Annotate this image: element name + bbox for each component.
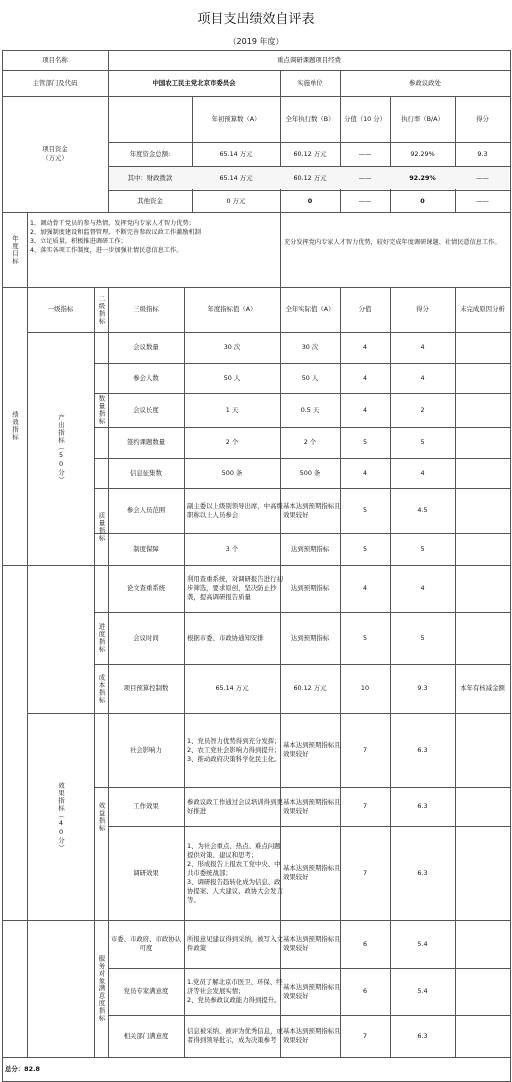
indicator-points: 5 [420,438,425,446]
indicator-name: 项目预算控制数 [123,684,169,692]
indicator-reason [455,826,510,920]
indicator-reason: 本年有核减金额 [460,684,505,692]
indicator-score: 5 [362,544,368,553]
indicator-actual: 达到预期指标 [290,633,330,642]
indicator-actual: 50 人 [301,373,319,382]
project-name: 重点调研课题项目经费 [277,55,341,64]
indicator-target: 副主委以上级别领导出席，中高级职称以上人员参会 [187,501,283,519]
indicator-name: 市委、市政府、市政协认可度 [110,935,182,952]
page-title: 项目支出绩效自评表 [197,12,315,27]
progress-label: 进度指标 [97,623,106,653]
indicator-target: 65.14 万元 [215,684,249,692]
indicator-score: 7 [362,1031,368,1040]
project-name-label: 项目名称 [42,55,68,64]
indicator-score: 5 [362,438,368,446]
indicator-reason [455,920,510,968]
indicator-actual: 达到预期指标 [290,544,330,553]
indicator-reason [455,363,510,393]
fund-row-a: 0 万元 [226,196,246,205]
fund-row-score: —— [358,196,372,205]
indicator-points: 4 [420,343,425,351]
indicator-score: 7 [362,745,368,754]
fund-row-points: —— [476,173,489,182]
indicator-target: 1、为社会重点、热点、难点问题提供对策、建议和思考； 2、形成报告上报农工党中央、中共市委统战部； 3、调研报告趋转化成为信息、政协提案、人大建议、政协大会发言等。 [187,841,283,904]
indicator-target: 根据市委、市政协通知安排 [187,633,264,642]
effect-label: 效果指标（40分） [57,781,65,852]
fund-row-points: 9.3 [477,149,488,158]
indicator-target: 2 个 [225,438,239,446]
indicator-reason [455,1015,510,1057]
indicator-actual: 基本达到预期指标且效果较好 [283,741,341,758]
indicator-target: 所报意见建议得到采纳，被写入文件政策 [187,935,283,952]
indicator-reason [455,488,510,533]
dept-name: 中国农工民主党北京市委员会 [152,78,236,87]
indicator-actual: 达到预期指标 [290,584,330,592]
indicator-points: 5.4 [417,987,428,995]
indicator-name: 制度保障 [133,544,159,553]
indicator-reason [455,427,510,458]
indicator-actual: 基本达到预期指标且效果较好 [283,501,341,519]
indicator-points: 6.3 [417,1031,428,1040]
indicator-score: 10 [360,684,370,692]
score-header: 分值（10 分） [343,114,387,123]
indicator-name: 信息征集数 [130,468,162,477]
rule [280,212,281,287]
fund-row-points: —— [476,196,489,205]
indicator-target: 1.党员了解北京市医卫、环保、经济等社会发展实情； 2、党员参政议政能力得到提升。 [187,978,283,1004]
indicator-score: 6 [362,939,368,948]
indicator-reason [455,612,510,664]
fund-row-b: 60.12 万元 [293,173,327,182]
indicator-score: 4 [362,584,368,592]
impl-label: 实施单位 [297,78,323,87]
indicator-points: 4 [420,584,425,592]
budget-header: 年初预算数（A） [211,114,261,123]
indicator-points: 5 [420,544,425,553]
indicator-name: 调研效果 [133,868,159,877]
col-score: 分值 [358,305,372,313]
fund-row-label: 其中：财政拨款 [127,173,173,182]
indicators-label: 绩效指标 [11,411,19,441]
indicator-score: 7 [362,802,368,810]
col-level1: 一级指标 [47,305,74,313]
indicator-points: 6.3 [417,868,428,877]
indicator-reason [455,458,510,488]
indicator-name: 工作效果 [133,802,159,810]
indicator-target: 30 次 [223,343,241,351]
indicator-reason [455,533,510,565]
benefit-label: 效益指标 [97,801,106,832]
indicator-points: 4 [420,468,425,477]
output-label: 产出指标（50分） [57,413,65,484]
indicator-name: 相关部门满意度 [123,1031,169,1040]
exec-header: 全年执行数（B） [285,114,335,123]
fund-row-rate: 0 [420,196,425,205]
fund-row-rate: 92.29% [409,173,436,182]
fund-row-rate: 92.29% [410,149,435,158]
indicator-target: 参政议政工作通过会议培训得到更好推进 [187,797,283,815]
rate-header: 执行率（B/A） [401,114,444,123]
indicator-name: 会议时间 [133,633,159,642]
goals-planned: 1、调动骨干党员的参与热情，发挥党内专家人才智力优势； 2、加强制度建设和监督管理，不断完善参政议政工作激励机制 3、立足质量，积极推进调研工作； 4、落实各项工作制度，进一步加强社情民意信息工作。 [30,220,201,254]
fund-label: 项目资金 （万元） [42,145,68,162]
indicator-actual: 基本达到预期指标且效果较好 [283,864,341,881]
impl-name: 参政议政处 [409,78,441,87]
indicator-target: 信息被采纳，被评为优秀信息，或者得到领导批示，成为决策参考 [187,1027,283,1044]
indicator-points: 4 [420,373,425,382]
points-header: 得分 [476,114,489,123]
indicator-score: 5 [362,633,368,642]
indicator-actual: 基本达到预期指标且效果较好 [283,1027,341,1044]
indicator-actual: 60.12 万元 [293,684,327,692]
indicator-target: 500 条 [221,468,243,477]
indicator-name: 签约课题数量 [126,438,166,446]
indicator-name: 会议长度 [133,405,159,414]
indicator-reason [455,787,510,826]
indicator-reason [455,332,510,363]
fund-row-b: 60.12 万元 [293,149,327,158]
goals-label: 年度目标 [11,234,19,265]
indicator-actual: 基本达到预期指标且效果较好 [283,982,341,1000]
indicator-actual: 0.5 天 [300,405,320,414]
indicator-name: 参会人数 [133,373,159,382]
indicator-reason [455,393,510,427]
indicator-name: 参会人员范围 [126,506,166,514]
indicator-target: 50 人 [223,373,241,382]
rule [2,212,510,213]
col-level3: 三级指标 [133,305,159,313]
col-reason: 未完成原因分析 [460,305,505,313]
goals-actual: 充分发挥党内专家人才智力优势，较好完成年度调研课题、社情民意信息工作。 [284,239,501,246]
rule [27,212,28,287]
cost-label: 成本指标 [97,673,106,704]
rule [510,50,511,1082]
indicator-target: 3 个 [225,544,239,553]
indicator-name: 会议数量 [133,343,159,351]
dept-label: 主管部门及代码 [32,78,78,87]
col-target: 年度指标值（A） [207,305,257,313]
indicator-name: 社会影响力 [130,745,162,754]
indicator-actual: 基本达到预期指标且效果较好 [283,935,341,952]
indicator-score: 7 [362,868,368,877]
year-label: （2019 年度） [228,37,284,46]
indicator-score: 4 [362,405,368,414]
indicator-points: 6.3 [417,745,428,754]
indicator-score: 4 [362,373,368,382]
indicator-points: 5.4 [417,939,428,948]
total-score: 总分：82.8 [5,1064,40,1073]
indicator-points: 9.3 [417,684,428,692]
indicator-actual: 30 次 [301,343,319,351]
indicator-name: 党员专家满意度 [123,987,169,995]
indicator-score: 5 [362,506,368,514]
indicator-target: 1、党员智力优势得到充分发挥； 2、农工党社会影响力得到提升； 3、推动政府决策科学化民主化。 [187,736,281,763]
col-points: 得分 [416,305,429,313]
indicator-score: 4 [362,343,368,351]
fund-row-a: 65.14 万元 [219,149,253,158]
fund-row-b: 0 [307,196,313,205]
indicator-actual: 500 条 [299,468,321,477]
indicator-points: 6.3 [417,802,428,810]
fund-row-label: 其他资金 [137,196,163,205]
col-actual: 全年实际值（A） [285,305,335,313]
col-level2: 二级指标 [97,294,106,325]
satisfaction-label: 服务对象满意度指标 [97,955,106,1022]
indicator-actual: 2 个 [303,438,317,446]
indicator-points: 4.5 [417,506,428,514]
fund-row-score: —— [358,173,372,182]
indicator-reason [455,713,510,787]
fund-row-a: 65.14 万元 [219,173,253,182]
indicator-points: 5 [420,633,425,642]
fund-row-label: 年度资金总额: [129,149,171,158]
indicator-score: 4 [362,468,368,477]
indicator-score: 6 [362,987,368,995]
quantity-label: 数量指标 [97,395,106,425]
indicator-actual: 基本达到预期指标且效果较好 [283,797,341,815]
indicator-reason [455,968,510,1015]
indicator-target: 1 天 [225,405,239,414]
indicator-target: 利用查重系统，对调研报告进行初步筛选，要求原创，坚决防止抄袭，提高调研报告质量 [187,575,283,601]
fund-row-score: —— [358,149,372,158]
indicator-reason [455,565,510,612]
quality-label: 质量指标 [97,511,106,542]
indicator-name: 论文查重系统 [126,584,166,592]
indicator-points: 2 [420,405,425,414]
